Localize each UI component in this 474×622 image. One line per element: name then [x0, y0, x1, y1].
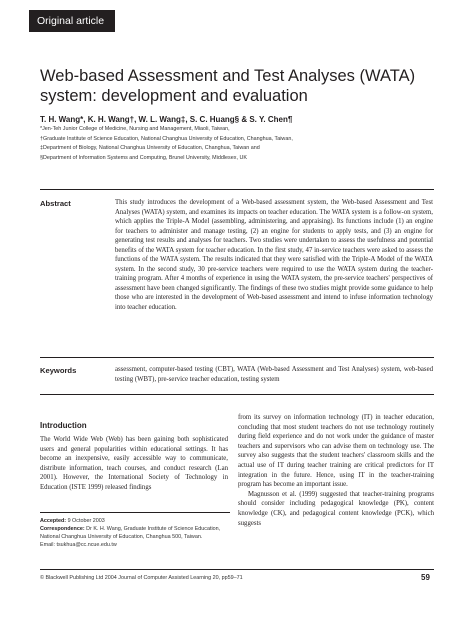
- abstract-label: Abstract: [40, 199, 71, 208]
- affiliations: [40, 125, 460, 163]
- affiliation-line: *Jen-Teh Junior College of Medicine, Nursing and Management, Miaoli, Taiwan,: [40, 126, 230, 132]
- abstract-text: This study introduces the development of a Web-based assessment system, the Web-based Assessment and Test Analyses (WATA) system, and examines its impacts on teacher education. The WATA system is a follow-on system, which applies the Triple-A Model (assembling, administering, and appraising). Its functions include (1) an engine for teachers to administer and manage testing, (2) an engine for students to apply tests, and (3) an engine for generating test results and analyses for teachers. Two studies were undertaken to assess the usefulness and potential benefits of the WATA system for teacher education. In the first study, 47 in-service teachers were asked to assess the functions of the WATA system. The results indicated that they were satisfied with the Triple-A Model of the WATA system. In the second study, 30 pre-service teachers were required to use the WATA system during the teacher-training program. After 4 months of experience in using the WATA system, the pre-service teachers' perspectives of assessment have been changed significantly. The findings of these two studies might provide some guidance to help those who are interested in the development of Web-based assessment and intend to infuse information technology into teacher education.: [115, 199, 433, 311]
- correspondence-text: Dr K. H. Wang, Graduate Institute of Science Education, National Changhua University of Education, Changhua 500, Taiwan.: [40, 526, 221, 540]
- article-title: Web-based Assessment and Test Analyses (WATA) system: development and evaluation: [40, 67, 416, 105]
- divider: [40, 357, 434, 358]
- accepted-line: [40, 517, 232, 525]
- email-address: tsukhua@cc.ncue.edu.tw: [56, 542, 117, 548]
- article-type-tag: Original article: [29, 10, 115, 32]
- footer-citation: © Blackwell Publishing Ltd 2004 Journal of Computer Assisted Learning 20, pp59–71: [40, 575, 243, 581]
- body-paragraph: Magnusson et al. (1999) suggested that teacher-training programs should consider including pedagogical knowledge (PK), content knowledge (CK), and pedagogical content knowledge (PCK), which suggests: [238, 490, 434, 527]
- section-heading: Introduction: [40, 421, 87, 430]
- affiliation-line: †Graduate Institute of Science Education, National Changhua University of Education, Changhua, Taiwan,: [40, 135, 293, 142]
- keywords-label: Keywords: [40, 366, 77, 375]
- correspondence-label: Correspondence:: [40, 526, 85, 532]
- email-line: [40, 541, 232, 549]
- author-list: T. H. Wang*, K. H. Wang†, W. L. Wang‡, S. C. Huang§ & S. Y. Chen¶: [40, 115, 293, 124]
- accepted-label: Accepted:: [40, 518, 67, 524]
- affiliation-line: §Department of Information Systems and Computing, Brunel University, Middlesex, UK: [40, 154, 247, 161]
- footer-rule: [40, 569, 434, 570]
- divider: [40, 512, 230, 513]
- affiliation-line: ‡Department of Biology, National Changhua University of Education, Changhua, Taiwan and: [40, 145, 260, 152]
- correspondence-line: [40, 525, 232, 541]
- page-number: 59: [421, 573, 430, 582]
- right-column: [238, 413, 434, 528]
- intro-paragraph: The World Wide Web (Web) has been gaining both sophisticated users and general popularities within educational settings. It has become an inexpensive, easily accessible way to communicate, distribute information, teach courses, and conduct research (Lan 2001). However, the International Society of Technology in Education (ISTE 1999) released findings: [40, 436, 228, 491]
- body-paragraph: from its survey on information technology (IT) in teacher education, concluding that most student teachers do not use technology routinely during field experience and do not work under the guidance of master teachers and supervisors who can advise them on technology use. The survey also suggests that the student teachers' classroom skills and the actual use of IT during teacher training are critical predictors for IT integration in the future. Hence, using IT in the teacher-training program has become an important issue.: [238, 414, 434, 489]
- divider: [40, 189, 434, 190]
- email-label: Email:: [40, 542, 55, 548]
- article-metadata: [40, 517, 232, 549]
- accepted-date: 9 October 2003: [67, 518, 105, 524]
- keywords-text: assessment, computer-based testing (CBT), WATA (Web-based Assessment and Test Analyses) system, web-based testing (WBT), pre-service teacher education, testing system: [115, 366, 433, 383]
- divider: [40, 394, 434, 395]
